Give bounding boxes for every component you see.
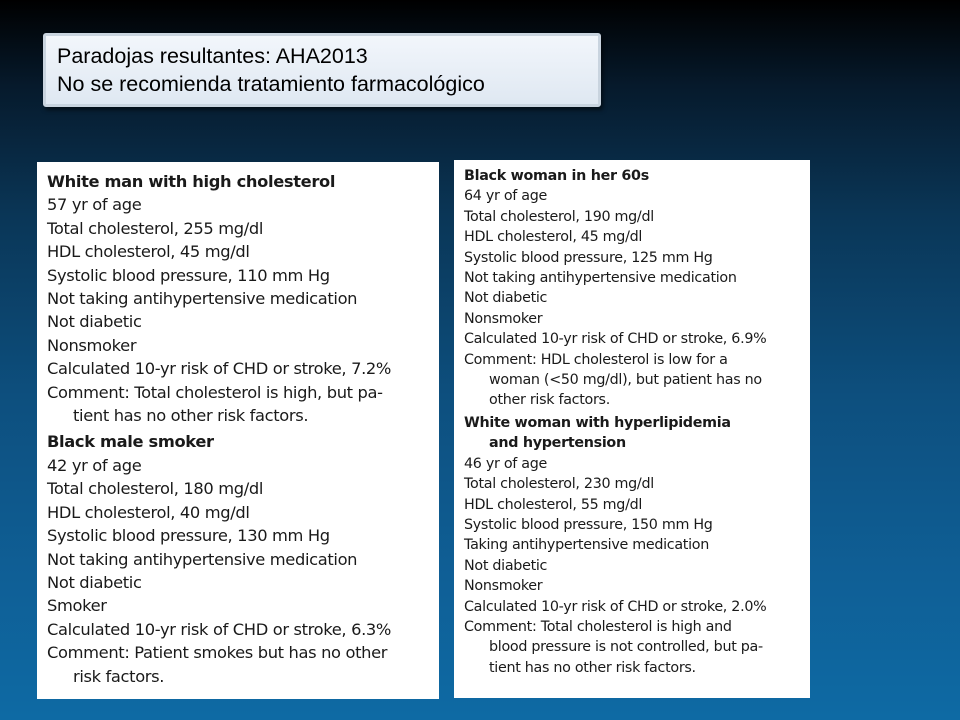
case-medication: Taking antihypertensive medication (464, 537, 709, 554)
case-comment-continued: woman (<50 mg/dl), but patient has no (489, 372, 762, 389)
case-diabetes: Not diabetic (47, 572, 142, 592)
case-systolic-bp: Systolic blood pressure, 150 mm Hg (464, 516, 713, 533)
case-comment-continued: other risk factors. (489, 392, 610, 409)
case-total-cholesterol: Total cholesterol, 255 mg/dl (47, 218, 264, 238)
slide-subtitle: No se recomienda tratamiento farmacológico (57, 72, 485, 96)
case-risk: Calculated 10-yr risk of CHD or stroke, 6.3% (47, 619, 392, 639)
case-hdl-cholesterol: HDL cholesterol, 45 mg/dl (464, 229, 643, 246)
case-comment-continued: risk factors. (73, 666, 165, 686)
case-heading-continued: and hypertension (489, 435, 626, 452)
case-comment-continued: tient has no other risk factors. (73, 406, 309, 426)
case-comment: Comment: HDL cholesterol is low for a (464, 351, 728, 368)
case-diabetes: Not diabetic (47, 312, 142, 332)
case-diabetes: Not diabetic (464, 557, 548, 574)
case-white-woman-hyperlipidemia (464, 413, 806, 678)
case-comment: Comment: Patient smokes but has no other (47, 643, 388, 663)
case-black-woman-60s (464, 166, 806, 411)
case-systolic-bp: Systolic blood pressure, 125 mm Hg (464, 249, 713, 266)
case-hdl-cholesterol: HDL cholesterol, 40 mg/dl (47, 502, 250, 522)
case-age: 64 yr of age (464, 188, 547, 205)
slide-title: Paradojas resultantes: AHA2013 (57, 44, 368, 68)
case-comment-continued: blood pressure is not controlled, but pa- (489, 639, 763, 656)
case-table-right (454, 160, 810, 698)
case-risk: Calculated 10-yr risk of CHD or stroke, 7.2% (47, 359, 392, 379)
case-total-cholesterol: Total cholesterol, 190 mg/dl (464, 208, 654, 225)
case-heading: White man with high cholesterol (47, 172, 336, 191)
case-smoking: Nonsmoker (464, 310, 543, 327)
case-smoking: Nonsmoker (47, 335, 137, 355)
case-smoking: Nonsmoker (464, 578, 543, 595)
case-heading: White woman with hyperlipidemia (464, 414, 731, 431)
case-medication: Not taking antihypertensive medication (47, 289, 358, 309)
case-risk: Calculated 10-yr risk of CHD or stroke, 2.0% (464, 598, 767, 615)
case-medication: Not taking antihypertensive medication (47, 549, 358, 569)
case-age: 42 yr of age (47, 455, 142, 475)
case-table-left (37, 162, 439, 699)
case-age: 57 yr of age (47, 195, 142, 215)
case-systolic-bp: Systolic blood pressure, 110 mm Hg (47, 265, 330, 285)
slide-title-box (43, 33, 601, 107)
case-total-cholesterol: Total cholesterol, 230 mg/dl (464, 476, 654, 493)
case-comment-continued: tient has no other risk factors. (489, 659, 696, 676)
case-comment: Comment: Total cholesterol is high, but pa- (47, 382, 383, 402)
case-smoking: Smoker (47, 596, 107, 616)
case-age: 46 yr of age (464, 455, 547, 472)
case-heading: Black male smoker (47, 432, 214, 452)
case-risk: Calculated 10-yr risk of CHD or stroke, 6.9% (464, 331, 767, 348)
case-hdl-cholesterol: HDL cholesterol, 45 mg/dl (47, 242, 250, 262)
case-white-man-high-cholesterol (47, 170, 433, 427)
case-medication: Not taking antihypertensive medication (464, 270, 737, 287)
case-total-cholesterol: Total cholesterol, 180 mg/dl (47, 479, 264, 499)
case-comment: Comment: Total cholesterol is high and (464, 618, 732, 635)
case-diabetes: Not diabetic (464, 290, 548, 307)
case-hdl-cholesterol: HDL cholesterol, 55 mg/dl (464, 496, 643, 513)
case-black-male-smoker (47, 430, 433, 687)
case-systolic-bp: Systolic blood pressure, 130 mm Hg (47, 526, 330, 546)
case-heading: Black woman in her 60s (464, 168, 649, 184)
